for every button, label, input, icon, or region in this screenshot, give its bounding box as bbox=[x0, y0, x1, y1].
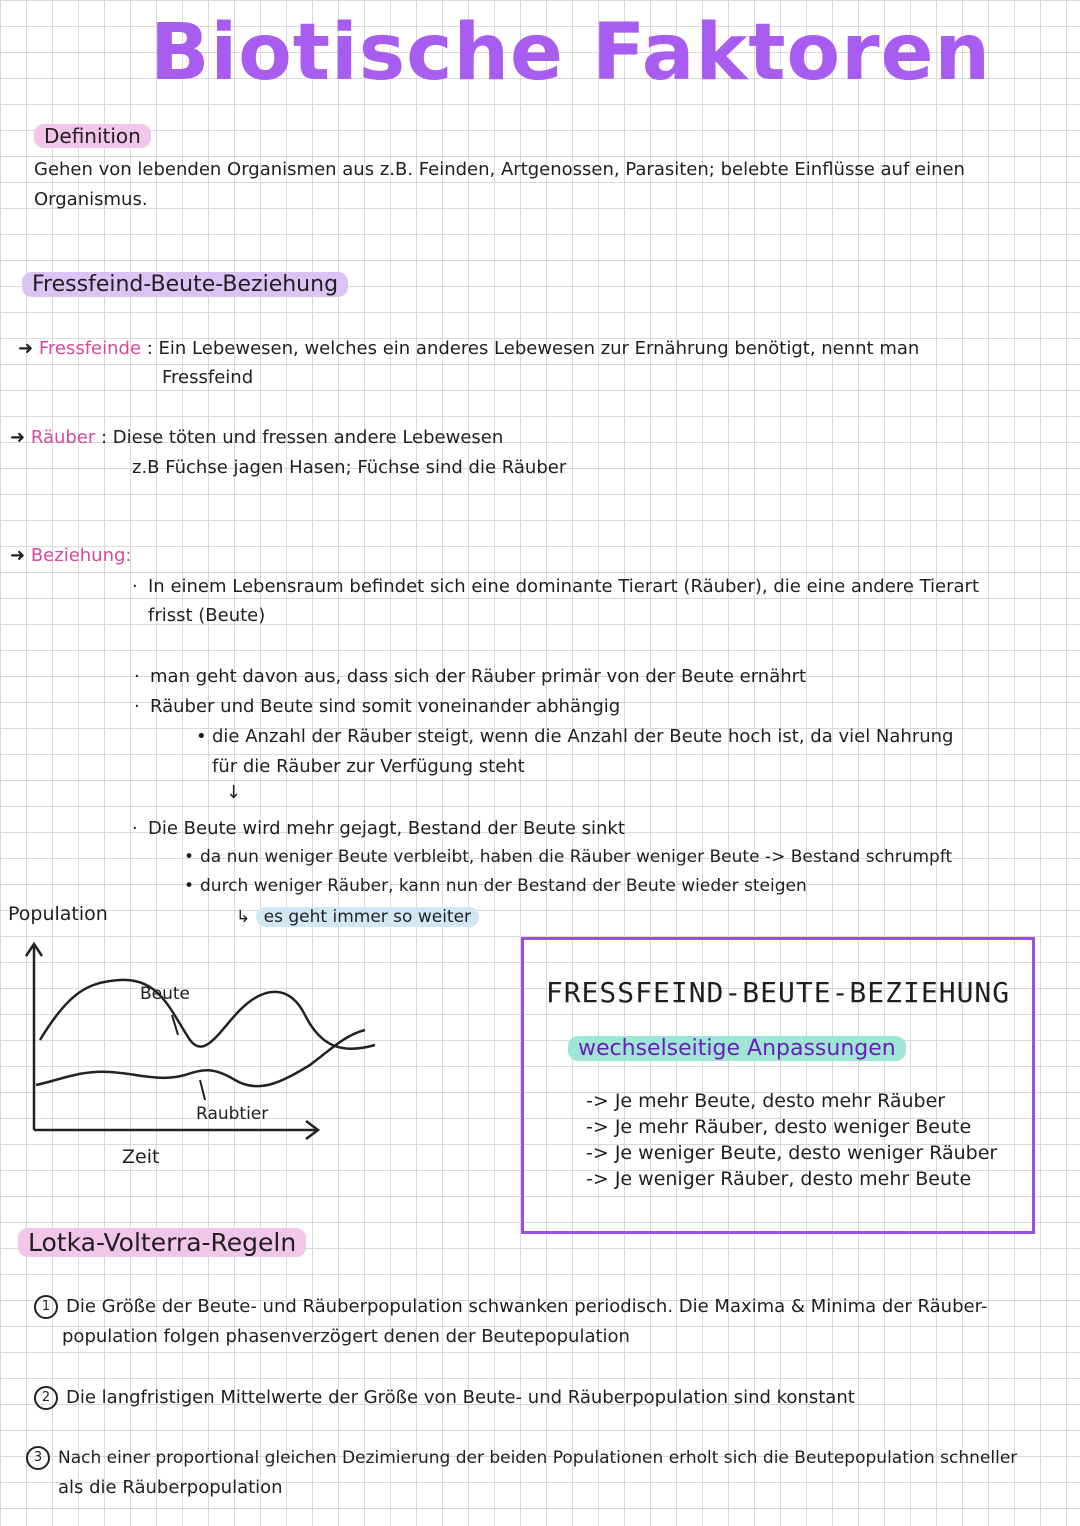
beziehung-point-3a: • die Anzahl der Räuber steigt, wenn die Anzahl der Beute hoch ist, da viel Nahrung bbox=[196, 726, 954, 747]
beziehung-point-2: · man geht davon aus, dass sich der Räuber primär von der Beute ernährt bbox=[134, 666, 807, 687]
beute-curve bbox=[40, 980, 375, 1049]
list-item: -> Je mehr Beute, desto mehr Räuber bbox=[586, 1090, 946, 1112]
arrow-right-icon: ➜ bbox=[10, 545, 26, 566]
summary-box-list bbox=[586, 1088, 997, 1192]
beute-label: Beute bbox=[140, 984, 191, 1004]
raubtier-curve bbox=[36, 1030, 365, 1086]
definition-text: Gehen von lebenden Organismen aus z.B. Feinden, Artgenossen, Parasiten; belebte Einflüsse auf einen Organismus. bbox=[34, 159, 965, 210]
raeuber-line bbox=[10, 423, 503, 453]
beziehung-point-4: · Die Beute wird mehr gejagt, Bestand der Beute sinkt bbox=[132, 818, 625, 839]
list-item: -> Je weniger Beute, desto weniger Räuber bbox=[586, 1142, 998, 1164]
graph-y-label: Population bbox=[8, 903, 108, 925]
list-item: -> Je mehr Räuber, desto weniger Beute bbox=[586, 1116, 972, 1138]
summary-box bbox=[521, 937, 1035, 1234]
arrow-down-icon: ↓ bbox=[226, 782, 242, 803]
summary-box-title: FRESSFEIND-BEUTE-BEZIEHUNG bbox=[545, 976, 1011, 1009]
definition-heading: Definition bbox=[34, 124, 151, 148]
population-graph bbox=[0, 930, 400, 1180]
beziehung-point-4a: • da nun weniger Beute verbleibt, haben die Räuber weniger Beute -> Bestand schrumpft bbox=[184, 847, 953, 867]
summary-box-subtitle: wechselseitige Anpassungen bbox=[568, 1036, 906, 1061]
raeuber-label: Räuber bbox=[30, 427, 96, 448]
lotka-rule-3-cont: als die Räuberpopulation bbox=[58, 1477, 283, 1498]
beziehung-line bbox=[10, 541, 132, 571]
beziehung-label: Beziehung: bbox=[30, 545, 132, 566]
section-heading-fressfeind: Fressfeind-Beute-Beziehung bbox=[22, 272, 348, 297]
arrow-right-icon: ➜ bbox=[18, 338, 34, 359]
lotka-rule-2: 2 Die langfristigen Mittelwerte der Größe von Beute- und Räuberpopulation sind konstant bbox=[34, 1383, 855, 1413]
graph-x-label: Zeit bbox=[122, 1146, 160, 1168]
beziehung-point-3b: für die Räuber zur Verfügung steht bbox=[212, 756, 525, 777]
beziehung-point-4b: • durch weniger Räuber, kann nun der Bestand der Beute wieder steigen bbox=[184, 876, 807, 896]
raubtier-label: Raubtier bbox=[196, 1104, 269, 1124]
arrow-right-icon: ➜ bbox=[10, 427, 26, 448]
fressfeinde-text: : Ein Lebewesen, welches ein anderes Lebewesen zur Ernährung benötigt, nennt man bbox=[146, 338, 920, 359]
lotka-heading: Lotka-Volterra-Regeln bbox=[18, 1228, 306, 1257]
page-title: Biotische Faktoren bbox=[150, 8, 992, 98]
list-item: -> Je weniger Räuber, desto mehr Beute bbox=[586, 1168, 972, 1190]
lotka-rule-1-cont: population folgen phasenverzögert denen der Beutepopulation bbox=[62, 1326, 630, 1347]
raeuber-example: z.B Füchse jagen Hasen; Füchse sind die Räuber bbox=[132, 457, 567, 478]
lotka-rule-3: 3 Nach einer proportional gleichen Dezimierung der beiden Populationen erholt sich die Beutepopulation schneller bbox=[26, 1443, 1071, 1473]
fressfeinde-label: Fressfeinde bbox=[38, 338, 142, 359]
lotka-rule-1: 1 Die Größe der Beute- und Räuberpopulation schwanken periodisch. Die Maxima & Minima der Räuber- bbox=[34, 1292, 1064, 1322]
fressfeinde-line bbox=[18, 334, 919, 364]
raeuber-text: : Diese töten und fressen andere Lebewesen bbox=[101, 427, 504, 448]
beziehung-point-4c: ↳ es geht immer so weiter bbox=[236, 903, 479, 931]
raubtier-pointer bbox=[200, 1080, 205, 1100]
beziehung-point-3: · Räuber und Beute sind somit voneinander abhängig bbox=[134, 696, 621, 717]
fressfeinde-text-cont: Fressfeind bbox=[162, 367, 254, 388]
beziehung-point-1-cont: frisst (Beute) bbox=[148, 605, 266, 626]
beziehung-point-1: · In einem Lebensraum befindet sich eine dominante Tierart (Räuber), die eine andere Tierart bbox=[132, 576, 980, 597]
